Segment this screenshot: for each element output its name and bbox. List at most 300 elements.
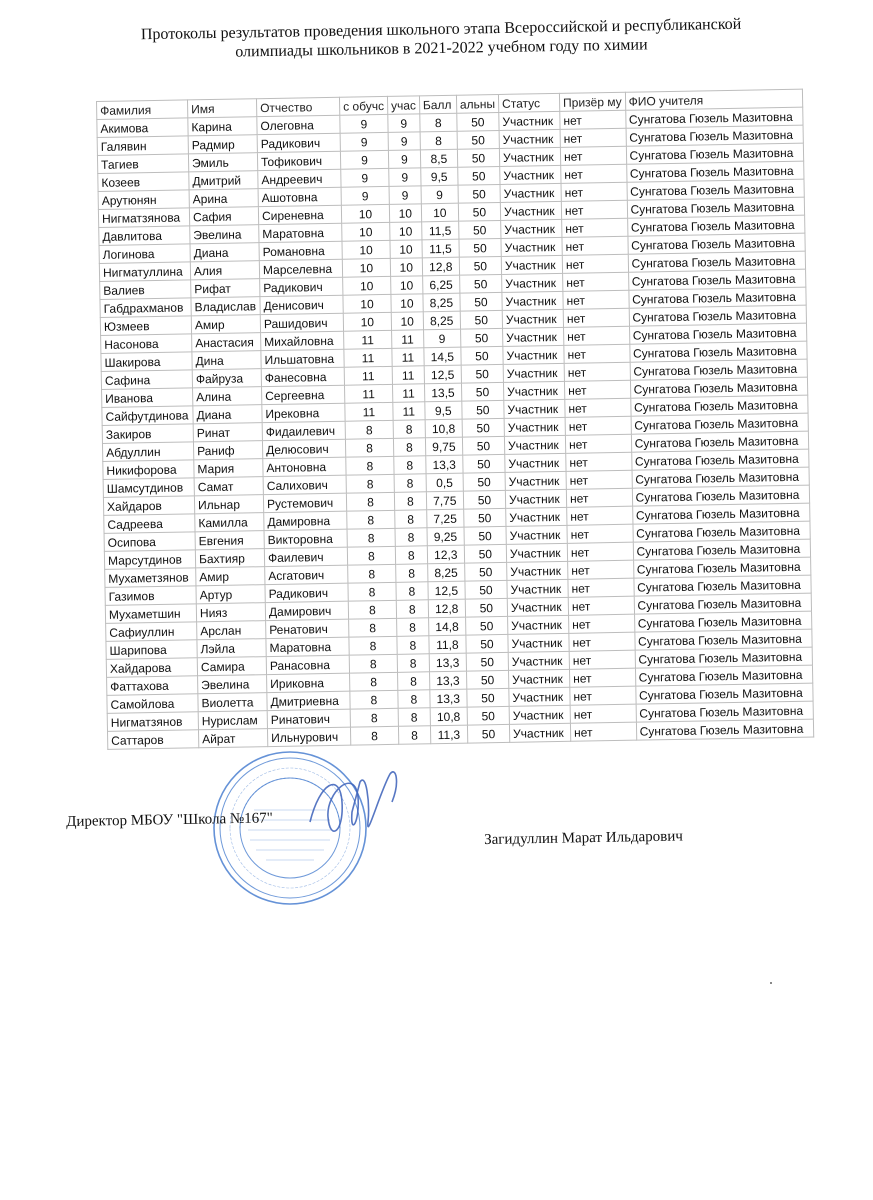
cell-max-score: 50 (466, 652, 508, 671)
cell-grade: 8 (350, 690, 398, 709)
cell-max-score: 50 (464, 526, 506, 545)
cell-patronymic: Ренатович (266, 619, 349, 638)
cell-score: 11,8 (429, 635, 466, 654)
cell-grade: 8 (350, 708, 398, 727)
cell-first-name: Амир (196, 567, 265, 586)
cell-score: 9,5 (425, 401, 462, 420)
scan-speck (770, 982, 772, 984)
cell-teacher: Сунгатова Гюзель Мазитовна (632, 503, 809, 524)
cell-status: Участник (502, 273, 563, 292)
cell-prize: нет (563, 290, 629, 309)
cell-teacher: Сунгатова Гюзель Мазитовна (634, 593, 811, 614)
cell-max-score: 50 (460, 292, 502, 311)
cell-surname: Козеев (98, 172, 189, 192)
cell-first-name: Карина (188, 117, 257, 136)
cell-prize: нет (565, 416, 631, 435)
cell-max-score: 50 (457, 112, 499, 131)
cell-score: 8,25 (427, 563, 464, 582)
cell-grade: 8 (346, 492, 394, 511)
cell-grade: 8 (346, 474, 394, 493)
cell-grade: 8 (348, 582, 396, 601)
cell-surname: Никифорова (103, 460, 194, 480)
cell-patronymic: Сиреневна (258, 205, 341, 224)
cell-status: Участник (505, 489, 566, 508)
cell-prize: нет (562, 254, 628, 273)
cell-status: Участник (499, 147, 560, 166)
cell-teacher: Сунгатова Гюзель Мазитовна (627, 179, 804, 200)
cell-max-score: 50 (459, 238, 501, 257)
cell-prize: нет (562, 236, 628, 255)
cell-surname: Мухаметзянов (105, 568, 196, 588)
cell-max-score: 50 (461, 346, 503, 365)
cell-class: 8 (398, 690, 430, 709)
cell-max-score: 50 (466, 634, 508, 653)
cell-grade: 9 (340, 114, 388, 133)
cell-patronymic: Ранасовна (266, 655, 349, 674)
cell-patronymic: Ириковна (267, 673, 350, 692)
cell-class: 9 (388, 150, 420, 169)
cell-status: Участник (499, 111, 560, 130)
cell-class: 10 (391, 312, 423, 331)
header-patronymic: Отчество (256, 97, 339, 116)
header-class: учас (387, 96, 419, 115)
cell-prize: нет (560, 146, 626, 165)
cell-patronymic: Асгатович (265, 565, 348, 584)
cell-score: 10 (421, 203, 458, 222)
cell-first-name: Самат (194, 477, 263, 496)
cell-prize: нет (561, 164, 627, 183)
cell-teacher: Сунгатова Гюзель Мазитовна (628, 269, 805, 290)
cell-prize: нет (569, 632, 635, 651)
cell-teacher: Сунгатова Гюзель Мазитовна (626, 125, 803, 146)
cell-prize: нет (569, 614, 635, 633)
cell-class: 8 (395, 528, 427, 547)
cell-teacher: Сунгатова Гюзель Мазитовна (628, 233, 805, 254)
cell-patronymic: Тофикович (257, 151, 340, 170)
cell-patronymic: Ринатович (267, 709, 350, 728)
cell-first-name: Диана (193, 405, 262, 424)
cell-prize: нет (567, 506, 633, 525)
cell-patronymic: Викторовна (264, 529, 347, 548)
results-table (96, 89, 814, 750)
title-line-1: Протоколы результатов проведения школьного этапа Всероссийской и республиканской (140, 15, 742, 44)
cell-max-score: 50 (464, 544, 506, 563)
cell-grade: 8 (347, 528, 395, 547)
cell-score: 8,25 (423, 293, 460, 312)
cell-surname: Сафиуллин (106, 622, 197, 642)
cell-first-name: Виолетта (198, 693, 267, 712)
cell-first-name: Рифат (191, 279, 260, 298)
cell-first-name: Диана (190, 243, 259, 262)
cell-surname: Арутюнян (98, 190, 189, 210)
cell-max-score: 50 (462, 418, 504, 437)
cell-max-score: 50 (465, 580, 507, 599)
cell-status: Участник (505, 471, 566, 490)
cell-max-score: 50 (460, 328, 502, 347)
cell-status: Участник (500, 165, 561, 184)
cell-grade: 8 (349, 618, 397, 637)
cell-prize: нет (569, 650, 635, 669)
cell-grade: 8 (346, 456, 394, 475)
cell-surname: Юзмеев (100, 316, 191, 336)
cell-surname: Мухаметшин (105, 604, 196, 624)
cell-score: 12,8 (422, 257, 459, 276)
cell-first-name: Алия (190, 261, 259, 280)
cell-teacher: Сунгатова Гюзель Мазитовна (633, 575, 810, 596)
cell-prize: нет (565, 398, 631, 417)
cell-grade: 8 (345, 438, 393, 457)
cell-grade: 11 (345, 402, 393, 421)
cell-grade: 8 (350, 672, 398, 691)
cell-class: 11 (391, 330, 423, 349)
cell-prize: нет (565, 434, 631, 453)
cell-class: 10 (390, 258, 422, 277)
cell-patronymic: Ильшатовна (261, 349, 344, 368)
table-body (97, 107, 813, 749)
cell-first-name: Арина (189, 189, 258, 208)
cell-grade: 8 (349, 654, 397, 673)
cell-score: 8,25 (423, 311, 460, 330)
cell-class: 8 (397, 654, 429, 673)
cell-patronymic: Ашотовна (258, 187, 341, 206)
cell-score: 12,8 (428, 599, 465, 618)
cell-teacher: Сунгатова Гюзель Мазитовна (632, 467, 809, 488)
cell-score: 9 (421, 185, 458, 204)
cell-class: 9 (388, 132, 420, 151)
cell-class: 8 (393, 438, 425, 457)
cell-first-name: Мария (194, 459, 263, 478)
cell-max-score: 50 (461, 364, 503, 383)
cell-score: 11,5 (421, 221, 458, 240)
cell-class: 8 (396, 600, 428, 619)
cell-score: 9,5 (421, 167, 458, 186)
cell-surname: Саттаров (108, 730, 199, 750)
cell-prize: нет (564, 344, 630, 363)
cell-teacher: Сунгатова Гюзель Мазитовна (631, 413, 808, 434)
cell-first-name: Ильнар (194, 495, 263, 514)
cell-surname: Валиев (100, 280, 191, 300)
cell-teacher: Сунгатова Гюзель Мазитовна (633, 521, 810, 542)
cell-max-score: 50 (465, 616, 507, 635)
cell-max-score: 50 (457, 130, 499, 149)
cell-teacher: Сунгатова Гюзель Мазитовна (629, 323, 806, 344)
cell-prize: нет (561, 200, 627, 219)
cell-first-name: Файруза (192, 369, 261, 388)
cell-grade: 10 (341, 204, 389, 223)
cell-patronymic: Дамирович (265, 601, 348, 620)
cell-status: Участник (508, 633, 569, 652)
cell-first-name: Эмиль (188, 153, 257, 172)
cell-grade: 8 (349, 636, 397, 655)
cell-surname: Нигматзянов (107, 712, 198, 732)
cell-status: Участник (500, 201, 561, 220)
cell-patronymic: Фанесовна (261, 367, 344, 386)
cell-first-name: Сафия (189, 207, 258, 226)
cell-score: 13,5 (424, 383, 461, 402)
cell-class: 9 (389, 186, 421, 205)
cell-patronymic: Радикович (257, 133, 340, 152)
cell-max-score: 50 (466, 670, 508, 689)
cell-grade: 8 (348, 600, 396, 619)
cell-score: 9,75 (425, 437, 462, 456)
cell-teacher: Сунгатова Гюзель Мазитовна (635, 665, 812, 686)
cell-patronymic: Антоновна (263, 457, 346, 476)
cell-status: Участник (501, 219, 562, 238)
cell-surname: Шарипова (106, 640, 197, 660)
cell-class: 10 (390, 240, 422, 259)
cell-score: 12,3 (427, 545, 464, 564)
cell-status: Участник (509, 669, 570, 688)
header-teacher: ФИО учителя (625, 89, 802, 110)
cell-status: Участник (503, 381, 564, 400)
cell-surname: Садреева (104, 514, 195, 534)
cell-teacher: Сунгатова Гюзель Мазитовна (635, 683, 812, 704)
cell-grade: 9 (341, 186, 389, 205)
cell-teacher: Сунгатова Гюзель Мазитовна (628, 287, 805, 308)
cell-grade: 10 (342, 240, 390, 259)
director-name: Загидуллин Марат Ильдарович (484, 828, 684, 848)
cell-max-score: 50 (463, 472, 505, 491)
cell-score: 13,3 (426, 455, 463, 474)
cell-class: 9 (389, 168, 421, 187)
cell-patronymic: Фидаилевич (262, 421, 345, 440)
cell-class: 11 (393, 402, 425, 421)
cell-first-name: Айрат (198, 729, 267, 748)
cell-class: 9 (388, 114, 420, 133)
cell-prize: нет (566, 488, 632, 507)
cell-score: 8 (420, 131, 457, 150)
cell-status: Участник (507, 597, 568, 616)
cell-max-score: 50 (458, 166, 500, 185)
cell-status: Участник (509, 723, 570, 742)
cell-status: Участник (507, 561, 568, 580)
cell-score: 7,75 (426, 491, 463, 510)
document-title (96, 14, 787, 64)
cell-grade: 10 (342, 258, 390, 277)
cell-status: Участник (507, 579, 568, 598)
cell-class: 8 (394, 474, 426, 493)
cell-surname: Марсутдинов (104, 550, 195, 570)
cell-surname: Нигматуллина (99, 262, 190, 282)
cell-grade: 8 (348, 564, 396, 583)
cell-class: 8 (393, 420, 425, 439)
cell-first-name: Арслан (197, 621, 266, 640)
cell-class: 8 (394, 456, 426, 475)
cell-surname: Закиров (102, 424, 193, 444)
cell-status: Участник (505, 453, 566, 472)
cell-surname: Шамсутдинов (103, 478, 194, 498)
cell-surname: Шакирова (101, 352, 192, 372)
header-max-score: альны (456, 94, 498, 113)
cell-surname: Габдрахманов (100, 298, 191, 318)
cell-prize: нет (560, 128, 626, 147)
cell-teacher: Сунгатова Гюзель Мазитовна (627, 215, 804, 236)
cell-first-name: Евгения (195, 531, 264, 550)
cell-grade: 11 (344, 384, 392, 403)
cell-status: Участник (508, 651, 569, 670)
cell-status: Участник (504, 417, 565, 436)
cell-teacher: Сунгатова Гюзель Мазитовна (636, 719, 813, 740)
cell-patronymic: Маратовна (259, 223, 342, 242)
cell-status: Участник (502, 309, 563, 328)
cell-prize: нет (563, 272, 629, 291)
cell-prize: нет (568, 596, 634, 615)
cell-grade: 8 (350, 726, 398, 745)
cell-prize: нет (563, 308, 629, 327)
cell-max-score: 50 (463, 508, 505, 527)
cell-patronymic: Сергеевна (262, 385, 345, 404)
cell-status: Участник (502, 291, 563, 310)
cell-prize: нет (564, 362, 630, 381)
header-surname: Фамилия (97, 100, 188, 120)
header-grade: с обучс (339, 96, 387, 115)
director-label: Директор МБОУ "Школа №167" (66, 810, 273, 830)
cell-class: 10 (391, 294, 423, 313)
cell-surname: Хайдарова (106, 658, 197, 678)
cell-max-score: 50 (467, 688, 509, 707)
cell-status: Участник (503, 363, 564, 382)
cell-first-name: Анастасия (192, 333, 261, 352)
cell-score: 13,3 (429, 653, 466, 672)
cell-teacher: Сунгатова Гюзель Мазитовна (634, 629, 811, 650)
cell-max-score: 50 (459, 274, 501, 293)
director-signature-icon (300, 762, 420, 852)
cell-max-score: 50 (459, 256, 501, 275)
cell-score: 12,5 (428, 581, 465, 600)
cell-first-name: Самира (197, 657, 266, 676)
header-score: Балл (419, 95, 456, 114)
cell-surname: Сайфутдинова (102, 406, 193, 426)
cell-patronymic: Михайловна (261, 331, 344, 350)
cell-surname: Давлитова (99, 226, 190, 246)
cell-grade: 8 (347, 510, 395, 529)
cell-teacher: Сунгатова Гюзель Мазитовна (625, 107, 802, 128)
cell-teacher: Сунгатова Гюзель Мазитовна (630, 377, 807, 398)
cell-max-score: 50 (465, 598, 507, 617)
cell-max-score: 50 (467, 724, 509, 743)
cell-patronymic: Олеговна (257, 115, 340, 134)
cell-score: 13,3 (430, 689, 467, 708)
cell-grade: 10 (343, 312, 391, 331)
results-sheet (96, 89, 814, 750)
cell-patronymic: Романовна (259, 241, 342, 260)
cell-prize: нет (561, 182, 627, 201)
cell-first-name: Дина (192, 351, 261, 370)
cell-patronymic: Маратовна (266, 637, 349, 656)
cell-surname: Абдуллин (102, 442, 193, 462)
cell-surname: Нигматзянова (98, 208, 189, 228)
cell-patronymic: Денисович (260, 295, 343, 314)
cell-status: Участник (509, 705, 570, 724)
cell-status: Участник (499, 129, 560, 148)
cell-patronymic: Радикович (260, 277, 343, 296)
cell-teacher: Сунгатова Гюзель Мазитовна (633, 557, 810, 578)
cell-teacher: Сунгатова Гюзель Мазитовна (636, 701, 813, 722)
cell-status: Участник (506, 507, 567, 526)
cell-prize: нет (566, 452, 632, 471)
cell-teacher: Сунгатова Гюзель Мазитовна (629, 305, 806, 326)
cell-first-name: Бахтияр (195, 549, 264, 568)
cell-grade: 9 (340, 132, 388, 151)
cell-teacher: Сунгатова Гюзель Мазитовна (627, 197, 804, 218)
cell-prize: нет (566, 470, 632, 489)
cell-score: 9 (423, 329, 460, 348)
cell-score: 7,25 (426, 509, 463, 528)
cell-class: 8 (398, 708, 430, 727)
cell-status: Участник (509, 687, 570, 706)
cell-class: 11 (392, 366, 424, 385)
cell-prize: нет (568, 560, 634, 579)
cell-status: Участник (501, 255, 562, 274)
cell-teacher: Сунгатова Гюзель Мазитовна (634, 611, 811, 632)
cell-status: Участник (503, 345, 564, 364)
cell-prize: нет (564, 326, 630, 345)
cell-class: 8 (398, 726, 430, 745)
cell-grade: 11 (344, 348, 392, 367)
cell-prize: нет (570, 686, 636, 705)
cell-teacher: Сунгатова Гюзель Мазитовна (631, 449, 808, 470)
cell-patronymic: Радикович (265, 583, 348, 602)
cell-prize: нет (570, 704, 636, 723)
cell-prize: нет (567, 542, 633, 561)
header-prize: Призёр му (559, 92, 625, 111)
cell-patronymic: Марселевна (259, 259, 342, 278)
cell-first-name: Радмир (188, 135, 257, 154)
cell-status: Участник (500, 183, 561, 202)
cell-grade: 9 (340, 150, 388, 169)
cell-max-score: 50 (463, 454, 505, 473)
cell-first-name: Амир (191, 315, 260, 334)
cell-class: 10 (389, 204, 421, 223)
cell-max-score: 50 (464, 562, 506, 581)
cell-prize: нет (569, 668, 635, 687)
cell-grade: 10 (343, 294, 391, 313)
cell-status: Участник (506, 543, 567, 562)
cell-grade: 11 (344, 330, 392, 349)
cell-class: 11 (392, 384, 424, 403)
cell-patronymic: Ирековна (262, 403, 345, 422)
cell-score: 9,25 (427, 527, 464, 546)
cell-patronymic: Рустемович (263, 493, 346, 512)
cell-prize: нет (570, 722, 636, 741)
cell-teacher: Сунгатова Гюзель Мазитовна (629, 341, 806, 362)
title-line-2: олимпиады школьников в 2021-2022 учебном году по химии (235, 36, 648, 61)
cell-status: Участник (504, 399, 565, 418)
cell-class: 8 (395, 546, 427, 565)
cell-surname: Осипова (104, 532, 195, 552)
cell-score: 10,8 (430, 707, 467, 726)
cell-class: 8 (396, 618, 428, 637)
cell-score: 14,8 (428, 617, 465, 636)
cell-status: Участник (506, 525, 567, 544)
cell-score: 12,5 (424, 365, 461, 384)
cell-max-score: 50 (460, 310, 502, 329)
cell-first-name: Артур (196, 585, 265, 604)
cell-first-name: Владислав (191, 297, 260, 316)
cell-prize: нет (564, 380, 630, 399)
cell-teacher: Сунгатова Гюзель Мазитовна (626, 143, 803, 164)
cell-score: 11,3 (430, 725, 467, 744)
cell-teacher: Сунгатова Гюзель Мазитовна (635, 647, 812, 668)
cell-first-name: Раниф (193, 441, 262, 460)
cell-surname: Акимова (97, 118, 188, 138)
cell-first-name: Нурислам (198, 711, 267, 730)
cell-patronymic: Андреевич (258, 169, 341, 188)
cell-patronymic: Дамировна (264, 511, 347, 530)
cell-prize: нет (568, 578, 634, 597)
cell-grade: 9 (341, 168, 389, 187)
cell-score: 14,5 (424, 347, 461, 366)
